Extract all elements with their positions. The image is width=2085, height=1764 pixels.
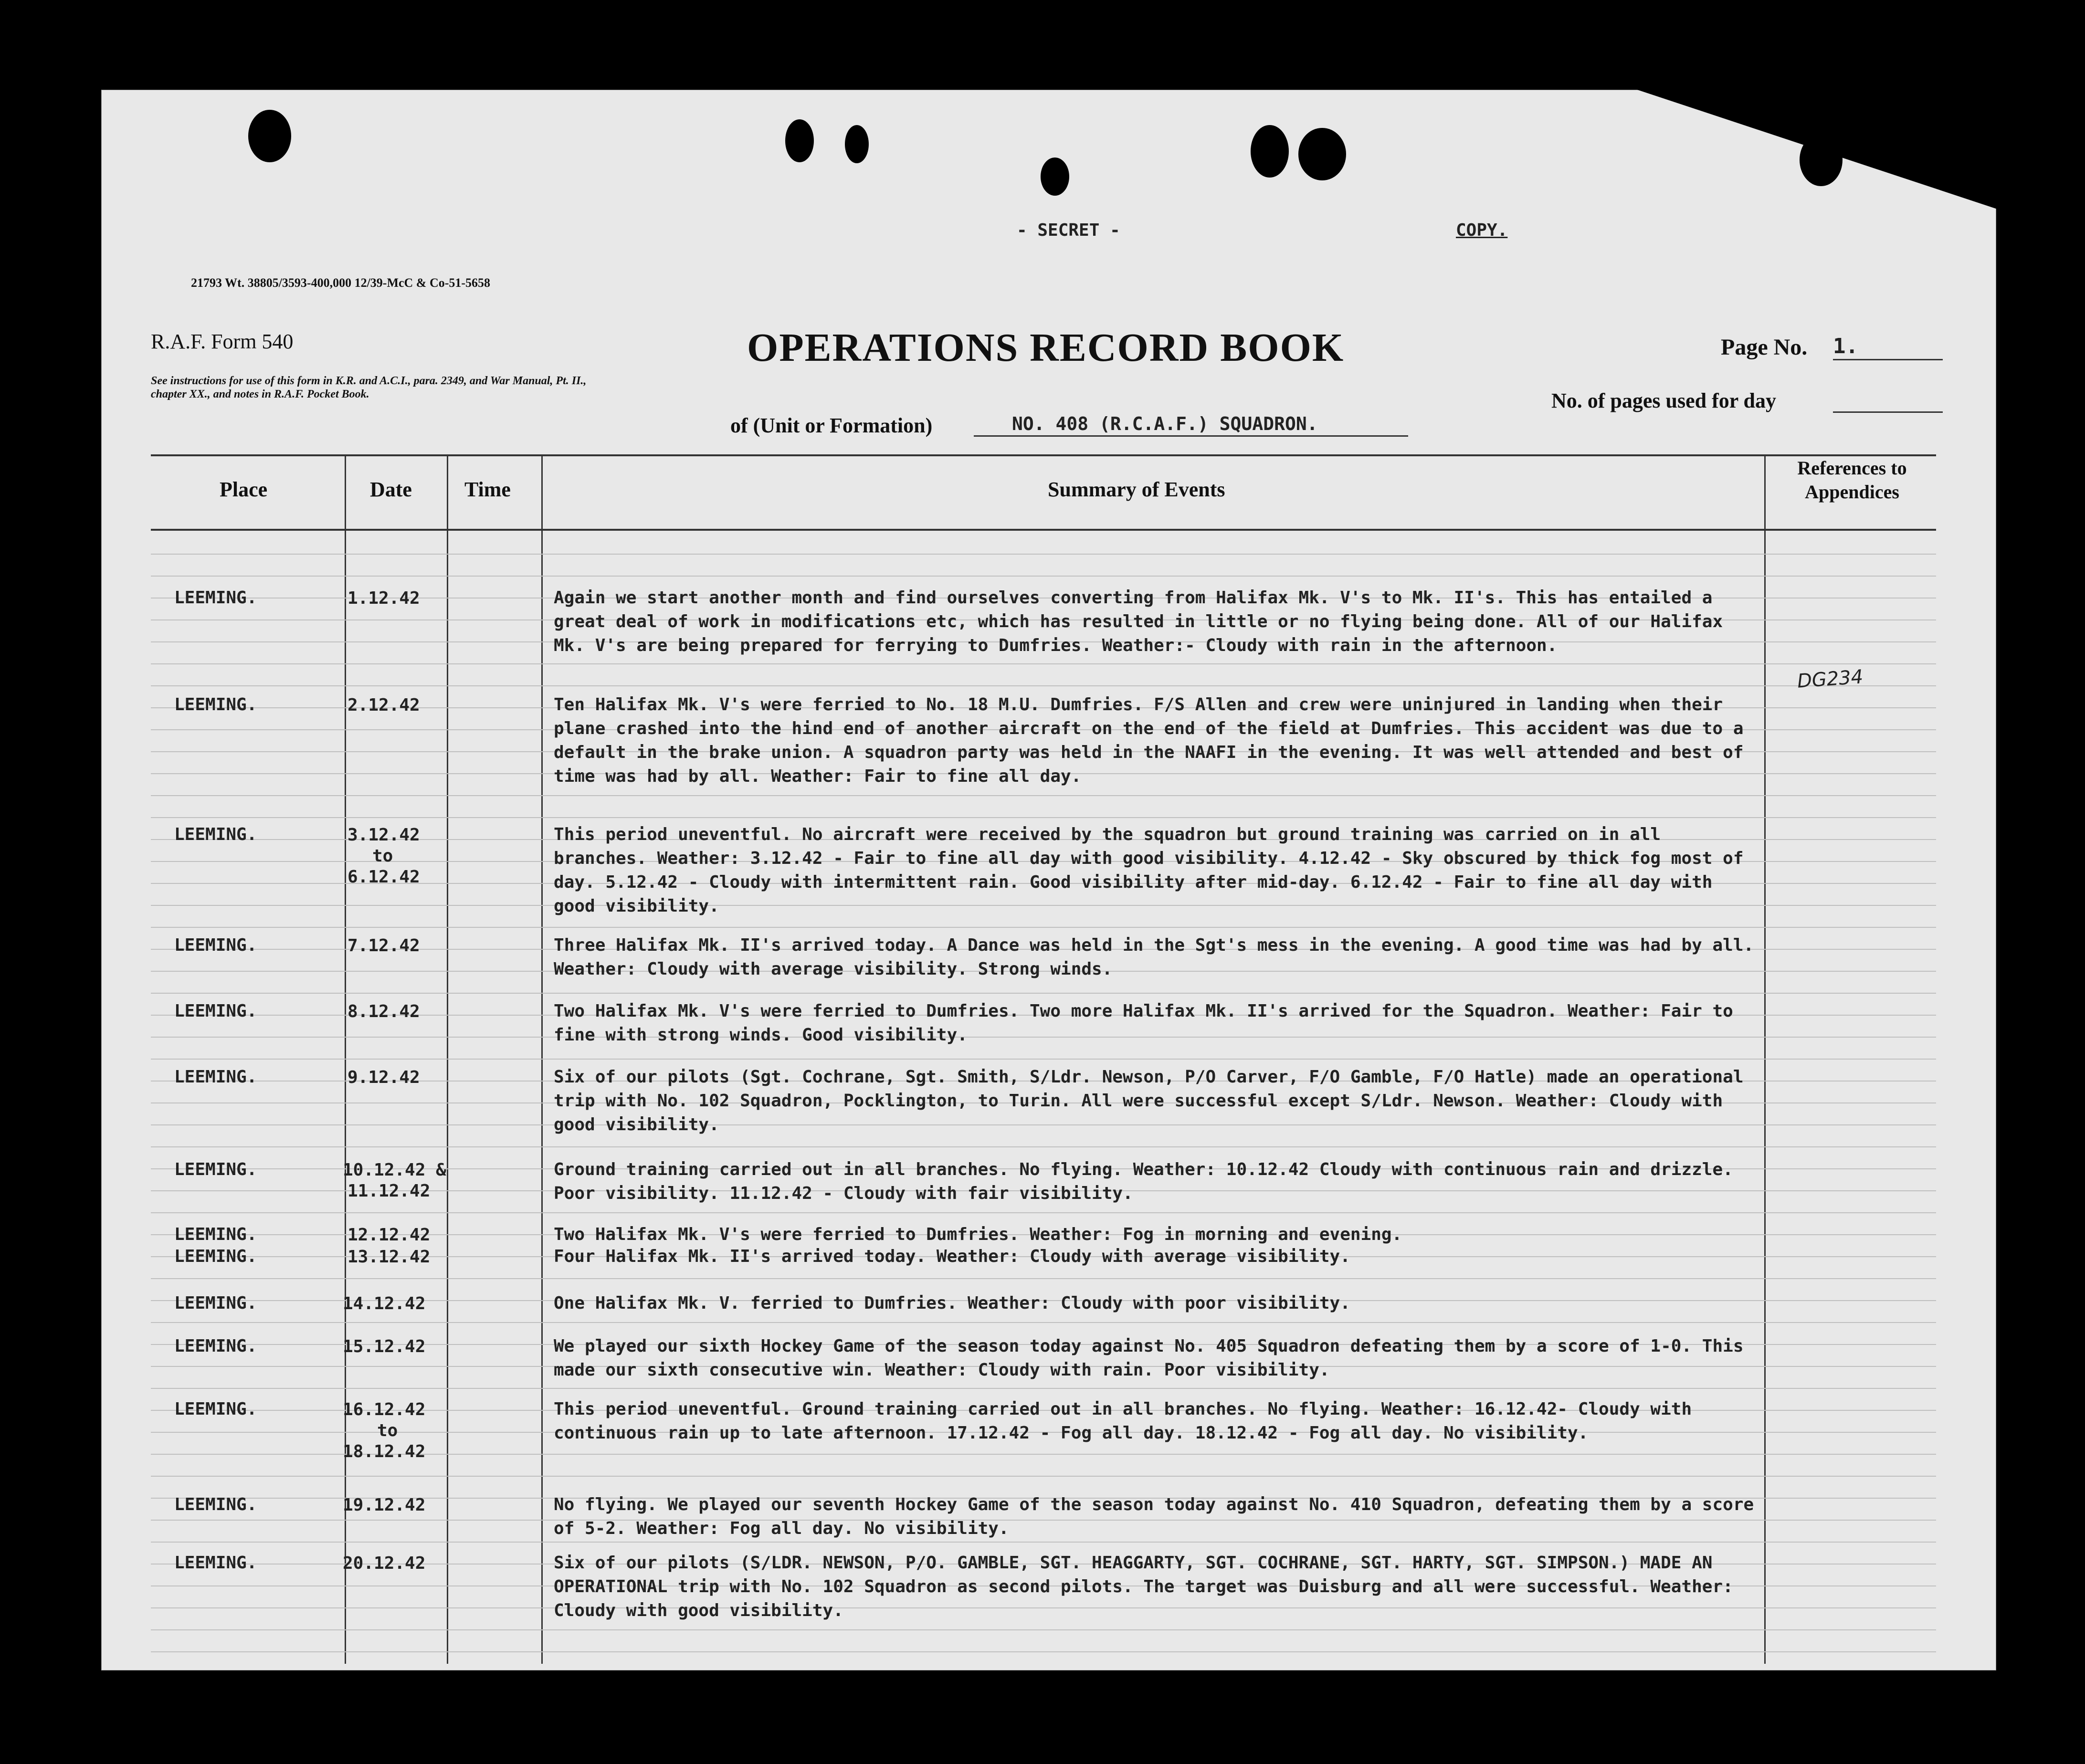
entry-date-to: to: [377, 1421, 398, 1440]
column-divider: [345, 456, 346, 1664]
page-title: OPERATIONS RECORD BOOK: [747, 326, 1345, 370]
entry-summary: Two Halifax Mk. V's were ferried to Dumfries. Weather: Fog in morning and evening.: [554, 1225, 1402, 1244]
unit-value: NO. 408 (R.C.A.F.) SQUADRON.: [1012, 413, 1318, 434]
entry-date: 1.12.42: [348, 588, 420, 608]
entry-summary: This period uneventful. No aircraft were received by the squadron but ground training was carried on in all branches. Weather: 3.12.42 - Fair to fine all day with good visibility. 4.12.42 - Sky obscured by thick fog most of day. 5.12.42 - Cloudy with intermittent rain. Good visibility after mid-day. 6.12.42 - Fair to fine all day with good visibility.: [554, 825, 1744, 916]
entry-place: LEEMING.: [174, 695, 257, 714]
entry-date: 14.12.42: [343, 1294, 426, 1313]
punch-hole: [1298, 128, 1346, 180]
form-number: R.A.F. Form 540: [151, 330, 294, 353]
entry-place: LEEMING.: [174, 1001, 257, 1021]
unit-rule: [974, 435, 1408, 437]
column-header-date: Date: [370, 478, 412, 501]
entry-place: LEEMING.: [174, 1225, 257, 1244]
torn-corner: [1637, 86, 2000, 210]
ruled-line: [151, 993, 1936, 994]
print-code: 21793 Wt. 38805/3593-400,000 12/39-McC & Co-51-5658: [191, 276, 491, 290]
column-header-time: Time: [464, 478, 511, 501]
pages-used-rule: [1833, 411, 1943, 413]
table-header-bottom-rule: [151, 529, 1936, 531]
ruled-line: [151, 1212, 1936, 1213]
entry-place: LEEMING.: [174, 825, 257, 844]
entry-date: 10.12.42 &: [343, 1160, 446, 1180]
ruled-line: [151, 1146, 1936, 1147]
ruled-line: [151, 1476, 1936, 1477]
entry-place: LEEMING.: [174, 1247, 257, 1266]
entry-place: LEEMING.: [174, 1495, 257, 1514]
ruled-line: [151, 1322, 1936, 1323]
entry-date-end: 18.12.42: [343, 1442, 426, 1461]
copy-marking: COPY.: [1456, 220, 1508, 240]
entry-date: 13.12.42: [348, 1247, 431, 1267]
entry-summary: Two Halifax Mk. V's were ferried to Dumfries. Two more Halifax Mk. II's arrived for the Squadron. Weather: Fair to fine with strong winds. Good visibility.: [554, 1001, 1733, 1045]
entry-summary: This period uneventful. Ground training carried out in all branches. No flying. Weather: 16.12.42- Cloudy with continuous rain up to late afternoon. 17.12.42 - Fog all day. 18.12.42 - Fog all day. No visibility.: [554, 1399, 1692, 1443]
entry-summary: Six of our pilots (Sgt. Cochrane, Sgt. Smith, S/Ldr. Newson, P/O Carver, F/O Gamble, F/O Hatle) made an operational trip with No. 102 Squadron, Pocklington, to Turin. All were successful except S/Ldr. Newson. Weather: Cloudy with good visibility.: [554, 1067, 1744, 1134]
column-header-place: Place: [220, 478, 268, 501]
entry-summary: Six of our pilots (S/LDR. NEWSON, P/O. GAMBLE, SGT. HEAGGARTY, SGT. COCHRANE, SGT. HARTY, SGT. SIMPSON.) MADE AN OPERATIONAL trip with No. 102 Squadron as second pilots. The target was Duisburg and all were successful. Weather: Cloudy with good visibility.: [554, 1553, 1733, 1620]
punch-hole: [1251, 125, 1289, 178]
column-header-references: References to Appendices: [1797, 457, 1907, 503]
reference-annotation: DG234: [1796, 666, 1864, 693]
ruled-line: [151, 795, 1936, 796]
page-number-value: 1.: [1833, 334, 1858, 358]
entry-summary: Four Halifax Mk. II's arrived today. Weather: Cloudy with average visibility.: [554, 1247, 1350, 1266]
table-top-rule: [151, 454, 1936, 456]
entry-summary: We played our sixth Hockey Game of the season today against No. 405 Squadron defeating them by a score of 1-0. This made our sixth consecutive win. Weather: Cloudy with rain. Poor visibility.: [554, 1336, 1744, 1380]
entry-place: LEEMING.: [174, 1336, 257, 1356]
ruled-line: [151, 1388, 1936, 1389]
entry-date: 8.12.42: [348, 1002, 420, 1021]
ruled-line: [151, 576, 1936, 577]
entry-summary: One Halifax Mk. V. ferried to Dumfries. Weather: Cloudy with poor visibility.: [554, 1293, 1350, 1313]
entry-date: 2.12.42: [348, 695, 420, 715]
entry-place: LEEMING.: [174, 1399, 257, 1419]
ruled-line: [151, 685, 1936, 686]
secret-marking: - SECRET -: [1017, 220, 1120, 240]
entry-date: 12.12.42: [348, 1225, 431, 1245]
entry-place: LEEMING.: [174, 1067, 257, 1087]
entry-date: 16.12.42: [343, 1400, 426, 1419]
entry-place: LEEMING.: [174, 1160, 257, 1179]
entry-summary: Three Halifax Mk. II's arrived today. A Dance was held in the Sgt's mess in the evening. A good time was had by all. Weather: Cloudy with average visibility. Strong winds.: [554, 935, 1754, 979]
entry-date-end: 6.12.42: [348, 867, 420, 887]
ruled-line: [151, 1542, 1936, 1543]
entry-summary: Ten Halifax Mk. V's were ferried to No. 18 M.U. Dumfries. F/S Allen and crew were uninjured in landing when their plane crashed into the hind end of another aircraft on the end of the field at Dumfries. This accident was due to a default in the brake union. A squadron party was held in the NAAFI in the evening. It was well attended and best of time was had by all. Weather: Fair to fine all day.: [554, 695, 1744, 786]
entry-place: LEEMING.: [174, 935, 257, 955]
punch-hole: [1041, 158, 1069, 196]
form-instructions: See instructions for use of this form in K.R. and A.C.I., para. 2349, and War Manual, Pt. II., chapter XX., and notes in R.A.F. Pocket Book.: [151, 375, 587, 400]
unit-label: of (Unit or Formation): [730, 414, 933, 437]
entry-date: 19.12.42: [343, 1495, 426, 1515]
page-number-rule: [1833, 359, 1943, 360]
entry-date-end: 11.12.42: [348, 1181, 431, 1201]
page-number-label: Page No.: [1721, 335, 1808, 360]
ruled-line: [151, 554, 1936, 555]
ruled-line: [151, 663, 1936, 664]
ruled-line: [151, 1278, 1936, 1279]
punch-hole: [785, 119, 814, 162]
entry-place: LEEMING.: [174, 1293, 257, 1313]
punch-hole: [248, 110, 291, 162]
ruled-line: [151, 1651, 1936, 1652]
entry-date: 9.12.42: [348, 1068, 420, 1087]
entry-summary: Again we start another month and find ourselves converting from Halifax Mk. V's to Mk. II's. This has entailed a great deal of work in modifications etc, which has resulted in little or no flying being done. All of our Halifax Mk. V's are being prepared for ferrying to Dumfries. Weather:- Cloudy with rain in the afternoon.: [554, 588, 1723, 655]
column-divider: [447, 456, 448, 1664]
punch-hole: [845, 125, 869, 163]
column-divider: [1764, 456, 1766, 1664]
entry-date: 15.12.42: [343, 1337, 426, 1356]
entry-date: 20.12.42: [343, 1554, 426, 1573]
column-divider: [541, 456, 543, 1664]
entry-summary: Ground training carried out in all branches. No flying. Weather: 10.12.42 Cloudy with continuous rain and drizzle. Poor visibility. 11.12.42 - Cloudy with fair visibility.: [554, 1160, 1733, 1203]
entry-place: LEEMING.: [174, 588, 257, 608]
entry-place: LEEMING.: [174, 1553, 257, 1573]
entry-date-to: to: [372, 846, 393, 866]
pages-used-label: No. of pages used for day: [1551, 389, 1777, 412]
ruled-line: [151, 1059, 1936, 1060]
entry-date: 7.12.42: [348, 936, 420, 956]
ruled-line: [151, 1629, 1936, 1630]
entry-summary: No flying. We played our seventh Hockey Game of the season today against No. 410 Squadron, defeating them by a score of 5-2. Weather: Fog all day. No visibility.: [554, 1495, 1754, 1538]
entry-date: 3.12.42: [348, 825, 420, 845]
ruled-line: [151, 927, 1936, 928]
column-header-summary: Summary of Events: [1048, 478, 1225, 501]
ruled-line: [151, 817, 1936, 818]
